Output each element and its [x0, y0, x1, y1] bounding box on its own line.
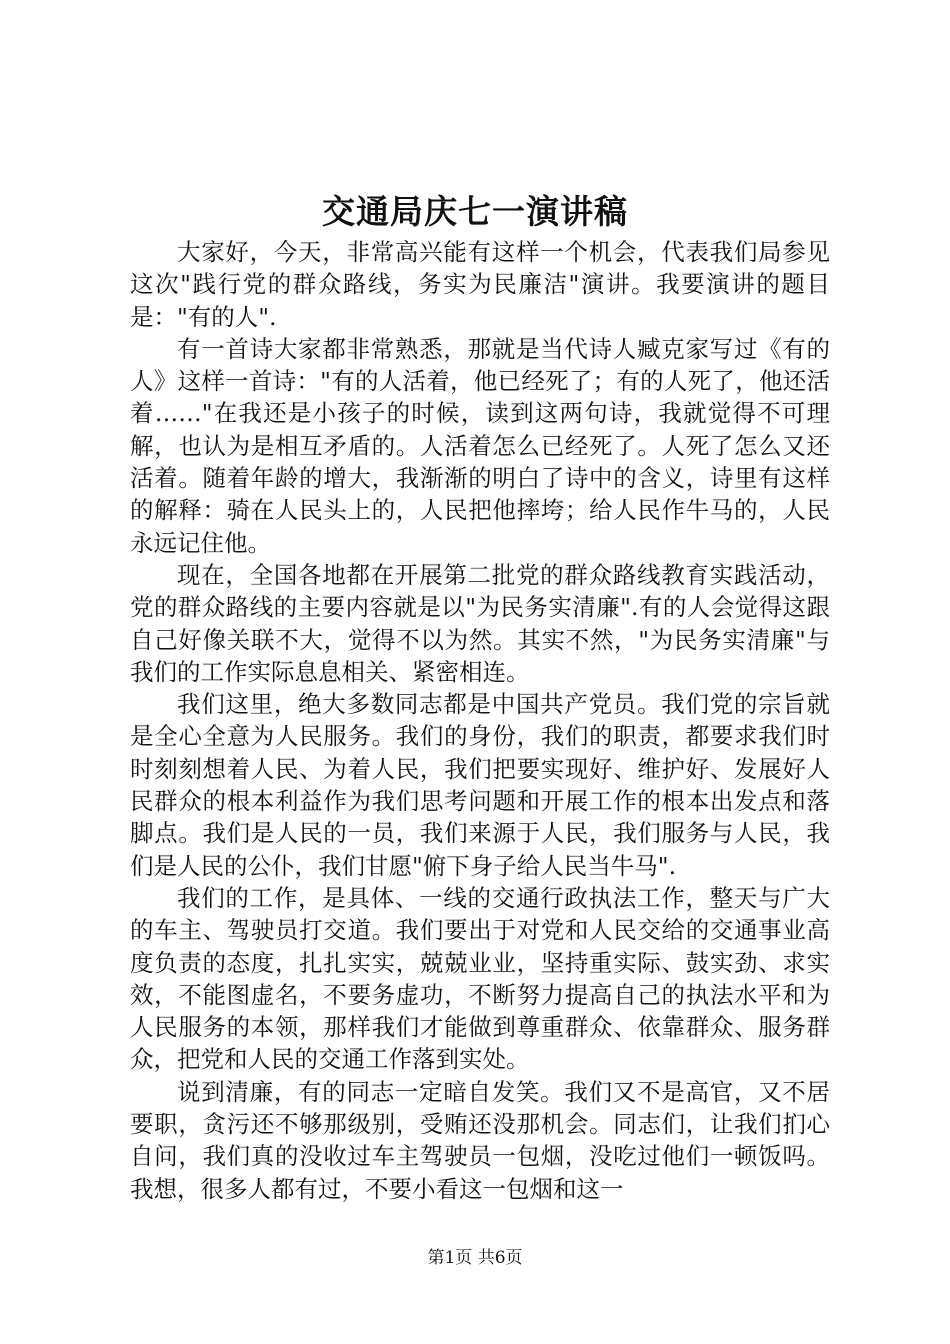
paragraph-4: 我们这里，绝大多数同志都是中国共产党员。我们党的宗旨就是全心全意为人民服务。我们的身份，我们的职责，都要求我们时时刻刻想着人民、为着人民，我们把要实现好、维护好、发展好人民群众的根本利益作为我们思考问题和开展工作的根本出发点和落脚点。我们是人民的一员，我们来源于人民，我们服务与人民，我们是人民的公仆，我们甘愿"俯下身子给人民当牛马". — [130, 690, 830, 880]
paragraph-6: 说到清廉，有的同志一定暗自发笑。我们又不是高官，又不居要职，贪污还不够那级别，受贿还没那机会。同志们，让我们扪心自问，我们真的没收过车主驾驶员一包烟，没吃过他们一顿饭吗。我想，很多人都有过，不要小看这一包烟和这一 — [130, 1077, 830, 1203]
paragraph-5: 我们的工作，是具体、一线的交通行政执法工作，整天与广大的车主、驾驶员打交道。我们要出于对党和人民交给的交通事业高度负责的态度，扎扎实实，兢兢业业，坚持重实际、鼓实劲、求实效，不能图虚名，不要务虚功，不断努力提高自己的执法水平和为人民服务的本领，那样我们才能做到尊重群众、依靠群众、服务群众，把党和人民的交通工作落到实处。 — [130, 883, 830, 1074]
paragraph-2: 有一首诗大家都非常熟悉，那就是当代诗人臧克家写过《有的人》这样一首诗："有的人活着，他已经死了；有的人死了，他还活着……"在我还是小孩子的时候，读到这两句诗，我就觉得不可理解，也认为是相互矛盾的。人活着怎么已经死了。人死了怎么又还活着。随着年龄的增大，我渐渐的明白了诗中的含义，诗里有这样的解释：骑在人民头上的，人民把他摔垮；给人民作牛马的，人民永远记住他。 — [130, 334, 830, 557]
paragraph-1: 大家好，今天，非常高兴能有这样一个机会，代表我们局参见这次"践行党的群众路线，务实为民廉洁"演讲。我要演讲的题目是："有的人". — [130, 238, 830, 331]
page-number-footer: 第1页 共6页 — [427, 1248, 523, 1268]
paragraph-3: 现在，全国各地都在开展第二批党的群众路线教育实践活动，党的群众路线的主要内容就是以"为民务实清廉".有的人会觉得这跟自己好像关联不大，觉得不以为然。其实不然，"为民务实清廉"与我们的工作实际息息相关、紧密相连。 — [130, 560, 830, 686]
document-title: 交通局庆七一演讲稿 — [322, 192, 628, 231]
document-body — [130, 236, 830, 1205]
